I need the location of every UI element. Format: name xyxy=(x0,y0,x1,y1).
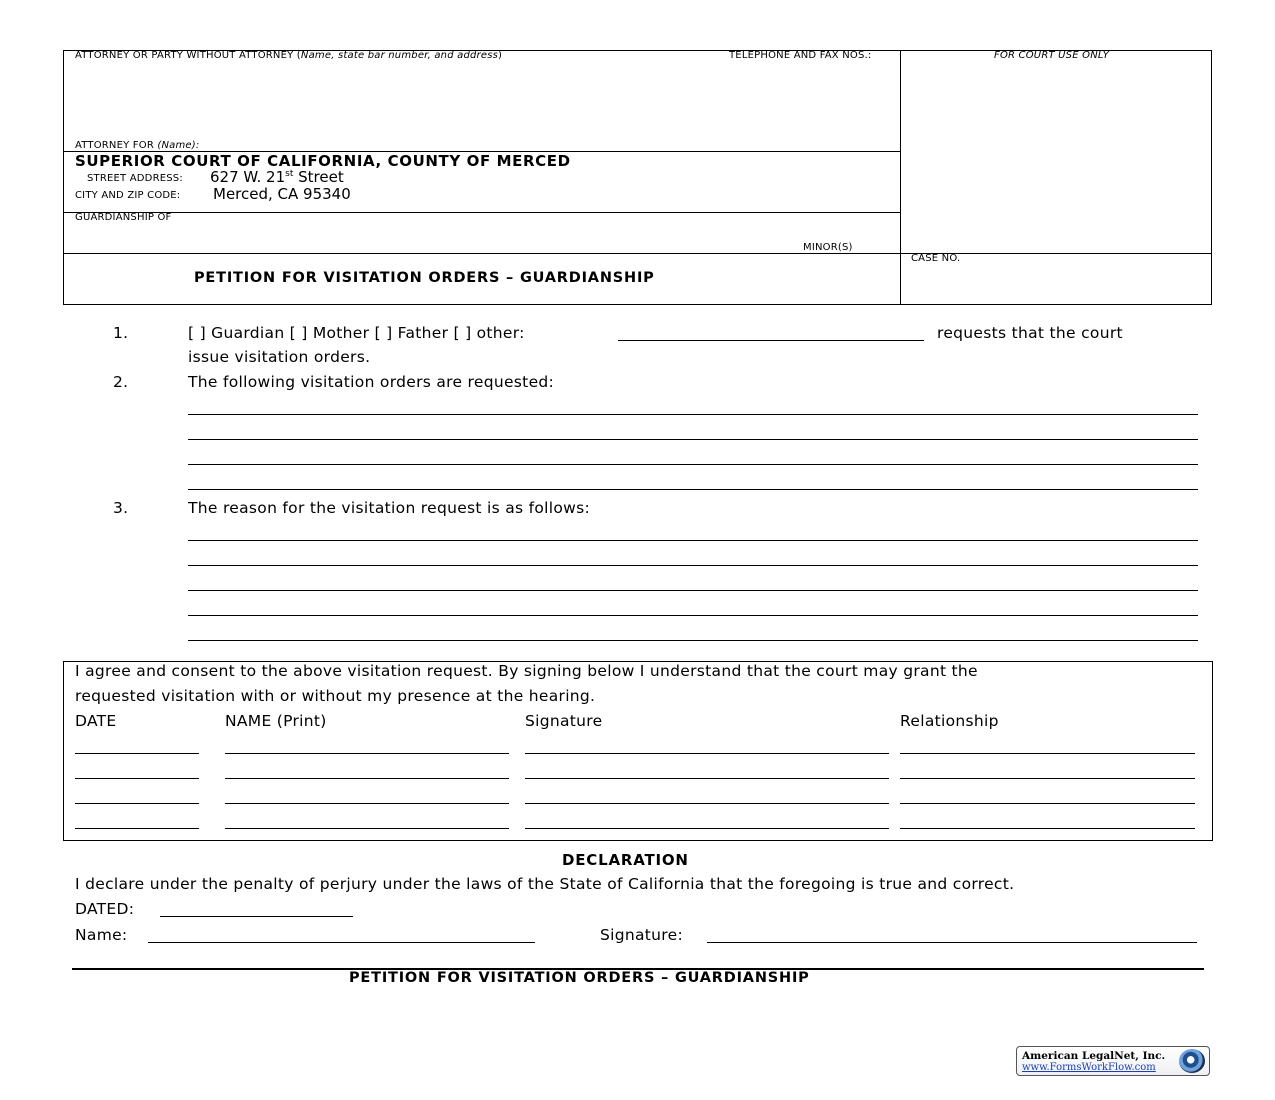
consent-relationship-field[interactable] xyxy=(900,828,1195,829)
item2-text: The following visitation orders are requested: xyxy=(188,373,555,391)
orders-line[interactable] xyxy=(188,439,1198,440)
item1-checkboxes[interactable]: [ ] Guardian [ ] Mother [ ] Father [ ] other: xyxy=(188,324,525,342)
guardianship-label: GUARDIANSHIP OF xyxy=(75,212,172,223)
reason-line[interactable] xyxy=(188,590,1198,591)
consent-signature-field[interactable] xyxy=(525,753,889,754)
consent-signature-field[interactable] xyxy=(525,803,889,804)
consent-relationship-field[interactable] xyxy=(900,803,1195,804)
declaration-heading: DECLARATION xyxy=(562,851,689,869)
consent-date-field[interactable] xyxy=(75,778,199,779)
name-label: Name: xyxy=(75,926,128,944)
city-label: CITY AND ZIP CODE: xyxy=(75,190,181,201)
reason-line[interactable] xyxy=(188,540,1198,541)
footer-title: PETITION FOR VISITATION ORDERS – GUARDIANSHIP xyxy=(349,970,810,986)
logo-url[interactable]: www.FormsWorkFlow.com xyxy=(1022,1062,1156,1073)
col-name-header: NAME (Print) xyxy=(225,712,327,730)
consent-name-field[interactable] xyxy=(225,828,509,829)
dated-field[interactable] xyxy=(160,916,353,917)
item1-tail: requests that the court xyxy=(937,324,1123,342)
court-name: SUPERIOR COURT OF CALIFORNIA, COUNTY OF MERCED xyxy=(75,152,571,170)
court-use-label: FOR COURT USE ONLY xyxy=(994,50,1109,61)
divider-court xyxy=(63,212,900,213)
item2-number: 2. xyxy=(113,373,129,391)
divider-title xyxy=(63,253,1212,254)
item1-number: 1. xyxy=(113,324,129,342)
col-date-header: DATE xyxy=(75,712,117,730)
swirl-icon xyxy=(1179,1049,1205,1073)
attorney-for-label: ATTORNEY FOR (Name): xyxy=(75,140,200,151)
item3-text: The reason for the visitation request is as follows: xyxy=(188,499,591,517)
logo-company: American LegalNet, Inc. xyxy=(1022,1050,1166,1062)
consent-date-field[interactable] xyxy=(75,753,199,754)
item1-continuation: issue visitation orders. xyxy=(188,348,371,366)
orders-line[interactable] xyxy=(188,464,1198,465)
consent-signature-field[interactable] xyxy=(525,828,889,829)
declaration-text: I declare under the penalty of perjury under the laws of the State of California that the foregoing is true and correct. xyxy=(75,875,1015,893)
other-field[interactable] xyxy=(618,340,924,341)
telephone-label: TELEPHONE AND FAX NOS.: xyxy=(729,50,872,61)
consent-name-field[interactable] xyxy=(225,778,509,779)
dated-label: DATED: xyxy=(75,900,135,918)
consent-relationship-field[interactable] xyxy=(900,778,1195,779)
signature-label: Signature: xyxy=(600,926,683,944)
street-address: 627 W. 21st Street xyxy=(210,168,344,186)
consent-date-field[interactable] xyxy=(75,803,199,804)
consent-line2: requested visitation with or without my presence at the hearing. xyxy=(75,687,596,705)
consent-date-field[interactable] xyxy=(75,828,199,829)
declarant-name-field[interactable] xyxy=(148,942,535,943)
consent-name-field[interactable] xyxy=(225,803,509,804)
item3-number: 3. xyxy=(113,499,129,517)
declarant-signature-field[interactable] xyxy=(707,942,1197,943)
city-zip: Merced, CA 95340 xyxy=(213,185,351,203)
reason-line[interactable] xyxy=(188,615,1198,616)
form-title: PETITION FOR VISITATION ORDERS – GUARDIANSHIP xyxy=(194,270,655,286)
consent-line1: I agree and consent to the above visitation request. By signing below I understand that the court may grant the xyxy=(75,662,978,680)
consent-relationship-field[interactable] xyxy=(900,753,1195,754)
consent-signature-field[interactable] xyxy=(525,778,889,779)
orders-line[interactable] xyxy=(188,489,1198,490)
street-label: STREET ADDRESS: xyxy=(87,173,183,184)
court-use-divider xyxy=(900,50,901,305)
minors-label: MINOR(S) xyxy=(803,242,853,253)
american-legalnet-logo[interactable] xyxy=(1016,1046,1210,1076)
col-relationship-header: Relationship xyxy=(900,712,999,730)
orders-line[interactable] xyxy=(188,414,1198,415)
reason-line[interactable] xyxy=(188,565,1198,566)
consent-name-field[interactable] xyxy=(225,753,509,754)
reason-line[interactable] xyxy=(188,640,1198,641)
case-no-label: CASE NO. xyxy=(911,253,961,264)
attorney-label: ATTORNEY OR PARTY WITHOUT ATTORNEY (Name, state bar number, and address) xyxy=(75,50,503,61)
col-signature-header: Signature xyxy=(525,712,603,730)
